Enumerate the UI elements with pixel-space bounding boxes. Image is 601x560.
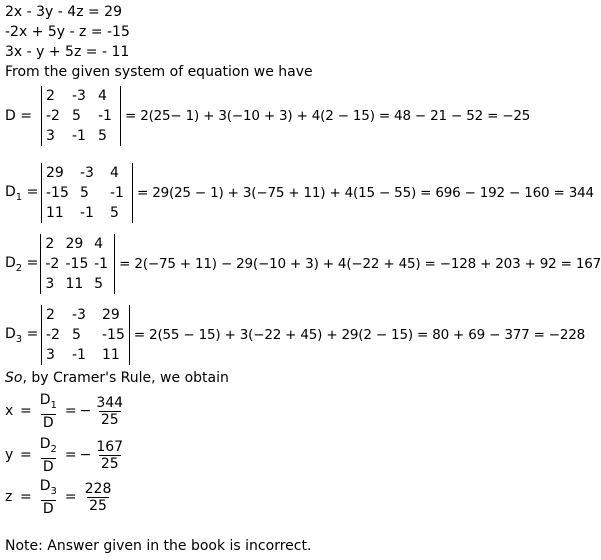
matrix-cell: 5: [72, 327, 81, 343]
matrix-cell: -1: [98, 108, 112, 124]
det-matrix: [41, 86, 121, 146]
det-matrix: [41, 163, 133, 223]
equation-1: 2x - 3y - 4z = 29: [5, 4, 122, 20]
matrix-cell: 2: [46, 307, 55, 323]
det-expansion: = 2(25− 1) + 3(−10 + 3) + 4(2 − 15) = 48 − 21 − 52 = −25: [125, 108, 531, 124]
solution-var: x: [5, 403, 14, 420]
matrix-cell: 11: [65, 276, 84, 292]
cramer-rest: , by Cramer's Rule, we obtain: [22, 370, 229, 386]
matrix-cell: -2: [46, 327, 60, 343]
matrix-cell: -3: [72, 88, 86, 104]
determinant-3: [5, 234, 601, 294]
result-fraction: $\frac{344}{25}$: [96, 394, 124, 428]
solution-y: y = $\frac{D_2}{D}$ = − $\frac{167}{25}$: [5, 436, 124, 475]
matrix-cell: 29: [46, 165, 64, 181]
matrix-cell: -15: [65, 256, 89, 272]
matrix-cell: 3: [46, 347, 55, 363]
determinant-2: [5, 163, 594, 223]
matrix-cell: 29: [102, 307, 120, 323]
matrix-cell: 4: [98, 88, 107, 104]
matrix-cell: 5: [98, 128, 107, 144]
matrix-cell: 5: [80, 185, 89, 201]
solution-z: z = $\frac{D_3}{D}$ = $\frac{228}{25}$: [5, 478, 112, 517]
det-expansion: = 29(25 − 1) + 3(−75 + 11) + 4(15 − 55) = 696 − 192 − 160 = 344: [137, 185, 594, 201]
matrix-cell: -1: [72, 347, 86, 363]
matrix-cell: -2: [45, 256, 60, 272]
matrix-cell: -1: [80, 205, 94, 221]
equation-3: 3x - y + 5z = - 11: [5, 44, 130, 60]
matrix-cell: -3: [72, 307, 86, 323]
cramer-text: [5, 370, 229, 387]
det-label: $D_1$ =: [5, 183, 39, 203]
det-matrix: [40, 234, 115, 294]
result-fraction: $\frac{228}{25}$: [84, 480, 112, 514]
matrix-cell: 3: [45, 276, 55, 292]
matrix-cell: 4: [94, 236, 104, 252]
matrix-cell: -15: [102, 327, 125, 343]
cramer-fraction: $\frac{D_1}{D}$: [39, 392, 57, 431]
matrix-cell: 11: [46, 205, 64, 221]
equation-2: -2x + 5y - z = -15: [5, 24, 130, 40]
solution-var: z: [5, 489, 13, 506]
cramer-fraction: $\frac{D_2}{D}$: [39, 436, 57, 475]
matrix-cell: 5: [72, 108, 81, 124]
determinant-1: [5, 86, 530, 146]
matrix-cell: -3: [80, 165, 94, 181]
matrix-cell: -15: [46, 185, 69, 201]
matrix-cell: 11: [102, 347, 120, 363]
matrix-cell: -2: [46, 108, 60, 124]
matrix-cell: 5: [94, 276, 104, 292]
det-expansion: = 2(55 − 15) + 3(−22 + 45) + 29(2 − 15) = 80 + 69 − 377 = −228: [133, 327, 586, 343]
result-fraction: $\frac{167}{25}$: [96, 438, 124, 472]
solution-x: x = $\frac{D_1}{D}$ = − $\frac{344}{25}$: [5, 392, 124, 431]
matrix-cell: 2: [46, 88, 55, 104]
note-text: Note: Answer given in the book is incorrect.: [5, 538, 312, 554]
solution-var: y: [5, 447, 14, 464]
det-matrix: [41, 305, 130, 365]
det-label: D =: [5, 108, 32, 124]
determinant-4: [5, 305, 585, 365]
matrix-cell: -1: [110, 185, 124, 201]
matrix-cell: -1: [94, 256, 109, 272]
matrix-cell: 5: [110, 205, 119, 221]
intro-text: From the given system of equation we have: [5, 64, 313, 80]
matrix-cell: 4: [110, 165, 119, 181]
det-label: $D_2$ =: [5, 254, 39, 274]
matrix-cell: -1: [72, 128, 86, 144]
det-expansion: = 2(−75 + 11) − 29(−10 + 3) + 4(−22 + 45) = −128 + 203 + 92 = 167: [119, 256, 601, 272]
matrix-cell: 2: [45, 236, 55, 252]
cramer-fraction: $\frac{D_3}{D}$: [39, 478, 57, 517]
cramer-so: So: [5, 370, 23, 386]
matrix-cell: 29: [65, 236, 84, 252]
matrix-cell: 3: [46, 128, 55, 144]
det-label: $D_3$ =: [5, 325, 39, 345]
